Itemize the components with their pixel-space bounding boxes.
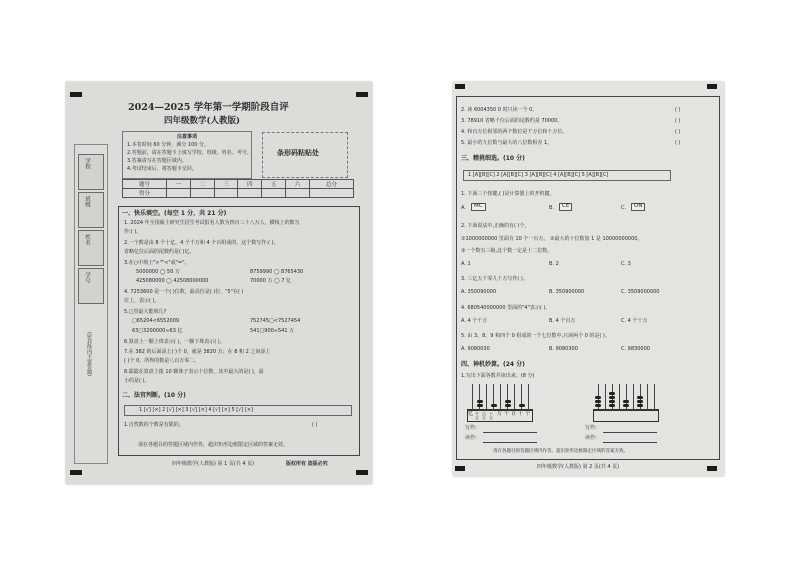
option-text: B. 4 个百万 xyxy=(549,318,576,324)
barcode-label: 条形码粘贴处 xyxy=(277,149,319,157)
answer-line[interactable] xyxy=(483,432,537,433)
option-text: C. 9830000 xyxy=(621,346,650,352)
question-text: ( )个 0，所得的数是八百万零二。 xyxy=(124,358,200,364)
notice-line: 3.答案请写在答题区域内。 xyxy=(127,158,187,164)
answer-parens: ( ) xyxy=(675,129,681,135)
corner-mark xyxy=(70,470,82,475)
class-field[interactable]: 班级 xyxy=(78,192,104,228)
question-text: 4. 680540000000 里面的"4"表示( )。 xyxy=(461,305,551,311)
barcode-box xyxy=(262,132,348,178)
mc-key-button: MC xyxy=(471,203,486,211)
abacus-left xyxy=(467,382,533,422)
notice-line: 1.本卷时间 60 分钟，满分 100 分。 xyxy=(127,142,210,148)
fill-item: 752745□<7527454 xyxy=(250,318,301,324)
corner-mark xyxy=(356,92,368,97)
score-cell[interactable] xyxy=(286,189,310,198)
fill-item: □65204<6552009 xyxy=(132,318,180,324)
section1-title: 一、快乐填空。(每空 1 分，共 21 分) xyxy=(122,210,227,217)
answer-line[interactable] xyxy=(483,442,537,443)
score-header: 总分 xyxy=(309,180,353,189)
score-cell[interactable] xyxy=(309,189,353,198)
on-key-button: ON xyxy=(631,203,645,211)
score-header: 三 xyxy=(214,180,238,189)
abacus-label: 十万 xyxy=(489,412,494,420)
corner-mark xyxy=(707,466,717,471)
score-cell[interactable] xyxy=(166,189,190,198)
copyright: 版权所有 盗版必究 xyxy=(286,461,328,467)
abacus-label: 千 xyxy=(504,411,510,417)
write-label: 写作: xyxy=(465,425,477,431)
page-footer: 请在各题目的答题区域内作答，超出矩形边框限定区域的答案无效。 xyxy=(493,449,628,454)
score-header: 题号 xyxy=(123,180,167,189)
fill-item: 541□900≈541 万 xyxy=(250,328,295,334)
question-text: 1.自然数的个数是有限的。 xyxy=(124,422,184,428)
answer-parens: ( ) xyxy=(675,140,681,146)
option-text: A. 1 xyxy=(461,261,471,267)
exam-page-2 xyxy=(453,82,724,476)
write-label: 写作: xyxy=(585,425,597,431)
exam-page-1 xyxy=(66,82,372,484)
option-text: A. 350090000 xyxy=(461,289,497,295)
abacus-label: 个 xyxy=(525,411,531,417)
question-text: 2. 读 6004350 0 时只读一个 0。 xyxy=(461,107,538,113)
question-text: 5. 由 3、8、9 和四个 0 组成的一个七位数中,只读两个 0 的是( )。 xyxy=(461,333,610,339)
question-text: 4. 7253600 是一个( )位数，最高位是( )位，"5"在( ) xyxy=(124,289,244,295)
read-label: 读作: xyxy=(465,435,477,441)
score-cell[interactable] xyxy=(238,189,262,198)
question-text: ③一个数有三级,这个数一定是十二位数。 xyxy=(461,248,553,254)
option-text: B. 9080300 xyxy=(549,346,578,352)
question-text: 8.聪聪在算盘上拨 10 颗珠子表示十位数，其中最大的是( )，最 xyxy=(124,369,264,375)
question-text: 2.一个数是由 8 个十亿、4 个千万和 4 个百组成的，这个数写作:( )， xyxy=(124,240,279,246)
page-footer: 请在各题目的答题区域内作答，超出矩形边框限定区域的答案无效。 xyxy=(138,442,289,448)
compare-item: 425080000 ◯ 42508000000 xyxy=(136,278,209,284)
score-table xyxy=(122,179,354,198)
question-text: 7.在 382 的后面添上( )个 0，就是 3820 万；在 8 和 2 之间添上 xyxy=(124,349,271,355)
option-text: A. 4 个千万 xyxy=(461,318,488,324)
score-row-label: 得分 xyxy=(123,189,167,198)
read-label: 读作: xyxy=(585,435,597,441)
exam-subtitle: 四年级数学(人教版) xyxy=(164,116,241,126)
ce-key-button: CE xyxy=(559,203,572,211)
abacus-label: 亿 xyxy=(468,411,474,417)
abacus-right xyxy=(593,382,659,422)
question-text: 5.□里最大能填几? xyxy=(124,309,167,315)
option-text: A. 9080030 xyxy=(461,346,490,352)
question-text: 小的是( )。 xyxy=(124,378,150,384)
school-field[interactable]: 学校 xyxy=(78,154,104,190)
answer-parens: ( ) xyxy=(675,118,681,124)
score-header: 一 xyxy=(166,180,190,189)
answer-line[interactable] xyxy=(603,432,657,433)
judge-answer-row[interactable] xyxy=(124,405,352,416)
compare-item: 8759990 ◯ 8765430 xyxy=(250,269,304,275)
answer-parens: ( ) xyxy=(312,422,318,428)
question-text: 3. 78910 省略千位后面的尾数约是 70000。 xyxy=(461,118,563,124)
exam-title: 2024—2025 学年第一学期阶段自评 xyxy=(128,102,289,113)
seal-line-note: (密封线内不要答题) xyxy=(86,332,92,376)
question-text: 3.在○中填上">""<"或"="。 xyxy=(124,260,190,266)
abacus-label: 百万 xyxy=(482,412,487,420)
choice-answer-row[interactable] xyxy=(463,170,671,181)
name-field[interactable]: 姓名 xyxy=(78,230,104,266)
score-header: 五 xyxy=(262,180,286,189)
question-text: 1. 下面三个按键,( )是计算器上的开机键。 xyxy=(461,191,555,197)
score-cell[interactable] xyxy=(262,189,286,198)
option-text: B. 2 xyxy=(549,261,559,267)
abacus-label: 万 xyxy=(497,411,503,417)
answer-line[interactable] xyxy=(603,442,657,443)
question-text: 作:( )。 xyxy=(124,229,142,235)
score-header: 二 xyxy=(190,180,214,189)
question-text: 省略亿位后面的尾数约是( )亿。 xyxy=(124,249,195,255)
abacus-label: 十 xyxy=(518,411,524,417)
section3-title: 三、精挑细选。(10 分) xyxy=(461,155,525,162)
question-text: 5. 最小的九位数与最大的八位数相差 1。 xyxy=(461,140,553,146)
question-text: 3. 三亿五千零九十万写作( )。 xyxy=(461,276,528,282)
notice-line: 4.考试结束后，将答题卡交回。 xyxy=(127,166,197,172)
score-header: 六 xyxy=(286,180,310,189)
question-text: 6.算盘上一颗上珠表示( )，一颗下珠表示( )。 xyxy=(124,339,225,345)
fill-item: 63□3200000≈63 亿 xyxy=(132,328,183,334)
option-text: C. 4 个十万 xyxy=(621,318,648,324)
choice-options: 1 [A][B][C] 2 [A][B][C] 3 [A][B][C] 4 [A][B][C] 5 [A][B][C] xyxy=(468,172,609,178)
abacus-label: 百 xyxy=(511,411,517,417)
notice-title: 注意事项 xyxy=(177,134,198,140)
corner-mark xyxy=(707,84,717,89)
compare-item: 5000000 ◯ 50 万 xyxy=(136,269,180,275)
page-label: 四年级数学(人教版) 第 1 页(共 4 页) xyxy=(172,461,255,467)
option-text: C. 3 xyxy=(621,261,631,267)
option-letter: C. xyxy=(621,205,627,211)
corner-mark xyxy=(455,466,465,471)
corner-mark xyxy=(70,92,82,97)
score-cell[interactable] xyxy=(214,189,238,198)
score-header: 四 xyxy=(238,180,262,189)
compare-item: 70000 万 ◯ 7 亿 xyxy=(250,278,292,284)
answer-parens: ( ) xyxy=(675,107,681,113)
student-id-field[interactable]: 学号 xyxy=(78,268,104,304)
question-text: ①1000000000 里面有 10 个一百万。 ②最大的十位数加 1 是 10000000000。 xyxy=(461,236,643,242)
option-letter: A. xyxy=(461,205,466,211)
section2-title: 二、法官判断。(10 分) xyxy=(122,392,186,399)
question-text: 1.写出下面各数并读出来。(8 分) xyxy=(461,373,535,379)
question-text: 2. 下面说法中,正确的有( )个。 xyxy=(461,223,530,229)
notice-line: 2.答题前，请在答题卡上填写学校、班级、姓名、考号。 xyxy=(127,150,252,156)
question-text: 4. 和百万位相邻的两个数位是千万位和十万位。 xyxy=(461,129,568,135)
question-text: 1. 2024 年全国硕士研究生招生考试报名人数为四百三十八万人，横线上的数写 xyxy=(124,220,300,226)
option-text: B. 350900000 xyxy=(549,289,585,295)
option-letter: B. xyxy=(549,205,555,211)
abacus-label: 千万 xyxy=(475,412,480,420)
option-text: C. 3509000000 xyxy=(621,289,660,295)
corner-mark xyxy=(455,84,465,89)
notice-box xyxy=(122,131,252,179)
score-cell[interactable] xyxy=(190,189,214,198)
corner-mark xyxy=(356,470,368,475)
page-label: 四年级数学(人教版) 第 2 页(共 4 页) xyxy=(537,464,620,470)
section4-title: 四、神机妙算。(24 分) xyxy=(461,361,525,368)
judge-options: 1 [√] [×] 2 [√] [×] 3 [√] [×] 4 [√] [×] 5 [√] [×] xyxy=(139,407,254,413)
question-text: 位上，表示( )。 xyxy=(124,298,160,304)
